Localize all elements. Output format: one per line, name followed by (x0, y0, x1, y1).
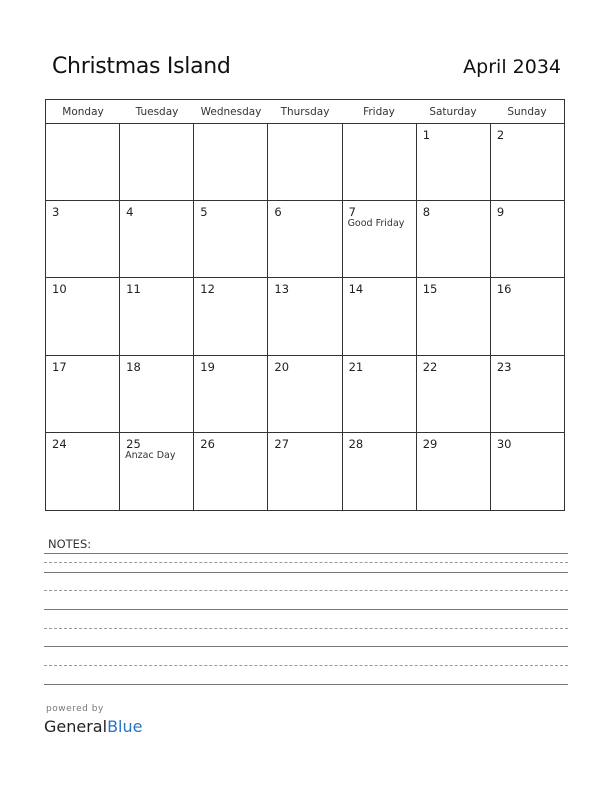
day-cell (120, 201, 194, 277)
day-cell (491, 356, 564, 432)
dow-thursday: Thursday (280, 106, 330, 118)
day-number: 24 (52, 436, 67, 451)
day-cell (268, 201, 342, 277)
day-cell (194, 433, 268, 510)
notes-line (44, 609, 568, 610)
day-cell (46, 278, 120, 354)
day-cell (268, 124, 342, 200)
day-number: 12 (200, 282, 215, 297)
week-row (46, 278, 564, 355)
day-cell (120, 124, 194, 200)
day-cell (46, 201, 120, 277)
day-cell (194, 278, 268, 354)
day-cell (268, 433, 342, 510)
day-number: 30 (496, 436, 512, 451)
day-cell (343, 433, 417, 510)
notes-label: NOTES: (48, 537, 92, 551)
day-cell (194, 201, 268, 277)
day-cell (46, 433, 120, 510)
day-number: 21 (348, 359, 364, 374)
brand-name-part1: General (44, 717, 108, 736)
calendar-weeks (46, 124, 564, 510)
day-number: 18 (126, 359, 141, 374)
notes-line (44, 684, 568, 685)
notes-line (44, 553, 568, 554)
day-cell (417, 201, 491, 277)
day-cell (417, 124, 491, 200)
dow-monday: Monday (62, 106, 104, 118)
day-number: 7 (348, 205, 356, 220)
day-number: 29 (422, 436, 438, 451)
day-number: 15 (422, 282, 438, 297)
day-cell (491, 124, 564, 200)
day-cell (491, 433, 564, 510)
notes-line (44, 590, 568, 591)
day-number: 23 (496, 359, 512, 374)
brand-logo (44, 717, 142, 736)
day-number: 6 (274, 205, 282, 220)
day-cell (268, 278, 342, 354)
day-number: 11 (126, 282, 141, 297)
notes-line (44, 646, 568, 647)
week-row (46, 201, 564, 278)
day-cell (46, 356, 120, 432)
day-number: 14 (348, 282, 364, 297)
powered-by-text: powered by (46, 704, 104, 714)
holiday-label: Good Friday (347, 218, 405, 230)
day-cell (343, 278, 417, 354)
day-number: 20 (274, 359, 290, 374)
notes-line (44, 562, 568, 563)
day-number: 13 (274, 282, 290, 297)
country-title: Christmas Island (52, 54, 231, 79)
notes-line (44, 572, 568, 573)
day-number: 9 (496, 205, 505, 220)
calendar-grid (45, 99, 565, 511)
day-cell (491, 278, 564, 354)
day-cell (120, 278, 194, 354)
dow-saturday: Saturday (429, 106, 477, 118)
day-cell (343, 201, 417, 277)
day-number: 25 (126, 436, 141, 451)
day-number: 1 (422, 128, 431, 142)
day-cell (268, 356, 342, 432)
day-cell (417, 356, 491, 432)
dow-sunday: Sunday (507, 106, 547, 118)
day-of-week-header (46, 100, 564, 124)
day-cell (417, 433, 491, 510)
month-year-title: April 2034 (463, 56, 561, 78)
day-number: 5 (200, 205, 208, 220)
day-cell (343, 356, 417, 432)
notes-line (44, 665, 568, 666)
day-number: 16 (496, 282, 512, 297)
day-number: 8 (422, 205, 431, 220)
week-row (46, 124, 564, 201)
day-number: 19 (200, 359, 215, 374)
day-number: 26 (200, 436, 215, 451)
holiday-label: Anzac Day (125, 449, 176, 461)
week-row (46, 433, 564, 510)
week-row (46, 356, 564, 433)
day-cell (417, 278, 491, 354)
day-cell (120, 356, 194, 432)
day-cell (194, 124, 268, 200)
day-cell (46, 124, 120, 200)
day-number: 17 (52, 359, 67, 374)
day-number: 28 (348, 436, 364, 451)
dow-friday: Friday (363, 106, 395, 118)
day-number: 22 (422, 359, 438, 374)
day-number: 3 (52, 205, 60, 220)
day-number: 27 (274, 436, 290, 451)
day-cell (343, 124, 417, 200)
dow-tuesday: Tuesday (135, 106, 179, 118)
brand-name-part2: Blue (107, 717, 143, 736)
day-cell (491, 201, 564, 277)
dow-wednesday: Wednesday (200, 106, 262, 118)
day-number: 2 (496, 128, 505, 142)
day-cell (194, 356, 268, 432)
day-number: 4 (126, 205, 134, 220)
day-cell (120, 433, 194, 510)
day-number: 10 (52, 282, 67, 297)
notes-line (44, 628, 568, 629)
